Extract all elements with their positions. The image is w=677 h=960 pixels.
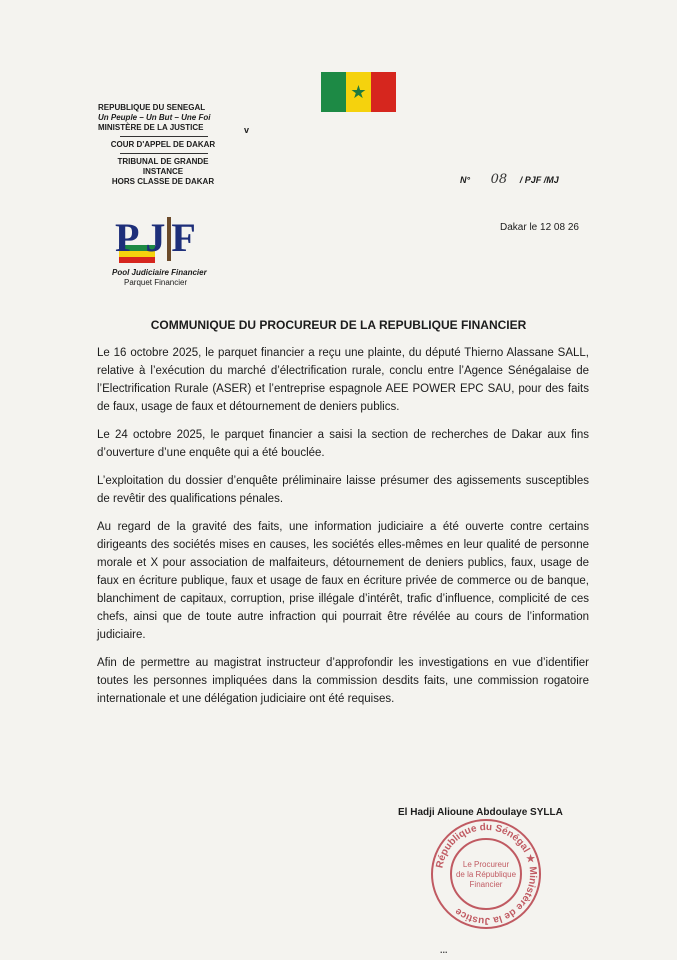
reference-prefix: N° [460,175,471,185]
paragraph-4: Au regard de la gravité des faits, une information judiciaire a été ouverte contre certains dirigeants des sociétés mises en causes, les sociétés elles-mêmes en leur qualité de personne morale et X pour association de malfaiteurs, détournement de deniers publics, faux, usage de faux en écriture publique, faux et usage de faux en écriture privée de commerce ou de banque, blanchiment de capitaux, corruption, prise illégale d’intérêt, trafic d’influence, complicité de ces chefs, ainsi que de toute autre infraction qui pourrait être révélée au cours de l’information judiciaire. [97,521,589,641]
signer-name: El Hadji Alioune Abdoulaye SYLLA [398,807,563,818]
tribunal-line-1: TRIBUNAL DE GRANDE [117,157,209,166]
paragraph-2: Le 24 octobre 2025, le parquet financier a saisi la section de recherches de Dakar aux fins d’ouverture d’une enquête qui a été bouclée. [97,429,589,459]
senegal-flag [321,72,396,112]
logo-caption-line1: Pool Judiciaire Financier [112,268,207,277]
document-date: Dakar le 12 08 26 [500,222,579,233]
court-of-appeal: COUR D'APPEL DE DAKAR [110,140,216,149]
stamp-outer-textpath: République du Sénégal ★ Ministère de la Justice [434,821,539,927]
letterhead [98,103,268,187]
ministry-name: MINISTÈRE DE LA JUSTICE [98,123,204,132]
tribunal-line-3: HORS CLASSE DE DAKAR [111,177,215,186]
stamp-inner-line3: Financier [469,880,503,889]
divider [120,136,208,137]
stamp-inner-line2: de la République [455,870,517,879]
footer-fragment: ... [440,945,448,955]
reference-value: 08 [490,172,508,187]
tribunal-line-2: INSTANCE [142,167,184,176]
republic-name: REPUBLIQUE DU SENEGAL [98,103,206,112]
paragraph-5: Afin de permettre au magistrat instructeur d’approfondir les investigations en vue d’identifier toutes les personnes impliquées dans la commission desdits faits, une commission rogatoire internationale et une délégation judiciaire ont été requises. [97,657,589,705]
logo-caption [112,268,242,288]
divider [120,153,208,154]
reference-suffix: / PJF /MJ [519,175,559,185]
national-motto: Un Peuple – Un But – Une Foi [98,113,211,122]
paragraph-1: Le 16 octobre 2025, le parquet financier a reçu une plainte, du député Thierno Alassane SALL, relative à l’exécution du marché d’électrification rurale, conclu entre l’Agence Sénégalaise de l’Electrification Rurale (ASER) et l’entreprise espagnole AEE POWER EPC SAU, pour des faits de faux, usage de faux et détournement de deniers publics. [97,347,589,413]
logo-letters: PJF [115,215,202,260]
official-stamp [418,812,554,932]
document-title: COMMUNIQUE DU PROCUREUR DE LA REPUBLIQUE FINANCIER [150,318,527,332]
document-body [97,344,589,718]
paragraph-3: L’exploitation du dossier d’enquête préliminaire laisse présumer des agissements susceptibles de revêtir des qualifications pénales. [97,475,589,505]
star-icon: ★ [350,82,367,102]
stamp-inner-line1: Le Procureur [462,860,510,869]
pjf-logo [115,215,225,265]
handwritten-mark: v [244,125,250,135]
logo-caption-line2: Parquet Financier [124,278,188,287]
reference-number [460,172,559,187]
